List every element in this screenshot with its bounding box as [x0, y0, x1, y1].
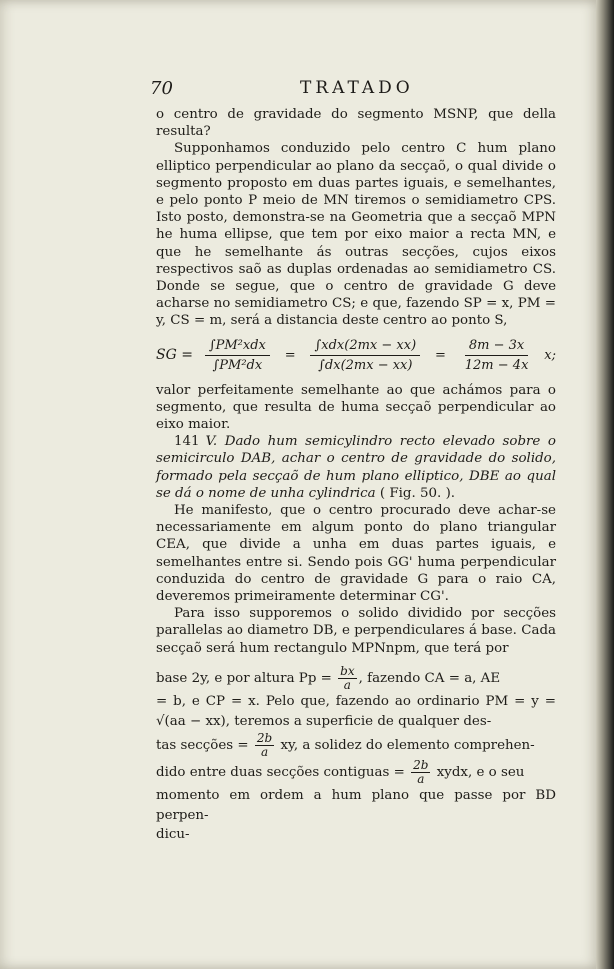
- inline-fraction-1-numerator: bx: [340, 663, 355, 678]
- formula-equals-2: =: [435, 348, 446, 364]
- math-line-5: momento em ordem a hum plano que passe por BD perpen-: [156, 787, 556, 823]
- paragraph-2: Supponhamos conduzido pelo centro C hum plano elliptico perpendicular ao plano da secçaõ, o qual divide o segmento proposto em duas partes iguais, e semelhantes, e pelo ponto P meio de MN tiremos o semidiametro CPS. Isto posto, demonstra-se na Geometria que a secçaõ MPN he huma ellipse, que tem por eixo maior a recta MN, e que he semelhante ás outras secções, cujos eixos respectivos saõ as duplas ordenadas ao semidiametro CS. Donde se segue, que o centro de gravidade G deve acharse no semidiametro CS; e que, fazendo SP = x, PM = y, CS = m, será a distancia deste centro ao ponto S,: [156, 141, 556, 329]
- inline-fraction-2b-a: [255, 732, 274, 759]
- math-passage: [156, 665, 556, 826]
- page-edge: [596, 0, 614, 969]
- math-line-1-end: , fazendo CA = a, AE: [358, 670, 501, 686]
- fraction-2-numerator: ∫xdx(2mx − xx): [310, 337, 420, 356]
- paragraph-3: valor perfeitamente semelhante ao que achámos para o segmento, que resulta de huma secçaõ perpendicular ao eixo maior.: [156, 382, 556, 433]
- inline-fraction-bx-a: [338, 665, 356, 692]
- inline-fraction-2b-a-second: [411, 759, 430, 786]
- inline-fraction-3-denominator: a: [417, 771, 425, 786]
- catchword: dicu-: [156, 826, 190, 842]
- formula-fraction-3: [461, 337, 533, 374]
- math-line-3: [156, 732, 556, 759]
- page-body: [156, 106, 556, 843]
- formula-tail: x;: [544, 348, 556, 364]
- fraction-3-denominator: 12m − 4x: [464, 358, 529, 374]
- formula-fraction-1: [205, 337, 270, 374]
- running-title: TRATADO: [300, 78, 414, 98]
- fraction-1-numerator: ∫PM²xdx: [205, 337, 270, 356]
- page-number: 70: [150, 78, 173, 99]
- figure-reference: ( Fig. 50. ).: [379, 485, 456, 501]
- fraction-1-denominator: ∫PM²dx: [212, 358, 263, 374]
- centroid-formula: [156, 336, 556, 376]
- inline-fraction-2-numerator: 2b: [256, 730, 273, 745]
- paragraph-6: Para isso supporemos o solido dividido por secções parallelas ao diametro DB, e perpendiculares á base. Cada secçaõ será hum rectangulo MPNnpm, que terá por: [156, 606, 556, 656]
- proposition-141: [156, 433, 556, 502]
- fraction-2-denominator: ∫dx(2mx − xx): [318, 358, 413, 374]
- math-line-3-start: tas secções =: [156, 737, 249, 753]
- math-line-4-start: dido entre duas secções contiguas =: [156, 764, 405, 780]
- math-line-4: [156, 759, 556, 786]
- math-line-4-end: xydx, e o seu: [436, 764, 525, 780]
- proposition-number: 141: [174, 434, 200, 450]
- inline-fraction-3-numerator: 2b: [413, 757, 429, 772]
- formula-fraction-2: [310, 337, 420, 374]
- fraction-3-numerator: 8m − 3x: [465, 337, 528, 356]
- paragraph-5: He manifesto, que o centro procurado deve achar-se necessariamente em algum ponto do plano triangular CEA, que divide a unha em duas partes iguais, e semelhantes entre si. Sendo pois GG' huma perpendicular conduzida do centro de gravidade G para o raio CA, deveremos primeiramente determinar CG'.: [156, 503, 556, 605]
- inline-fraction-2-denominator: a: [260, 744, 269, 759]
- formula-equals-1: =: [284, 348, 296, 364]
- math-line-1-start: base 2y, e por altura Pp =: [156, 670, 332, 686]
- math-line-3-end: xy, a solidez do elemento comprehen-: [280, 737, 535, 753]
- paragraph-1: o centro de gravidade do segmento MSNP, que della resulta?: [156, 107, 556, 140]
- math-line-2: = b, e CP = x. Pelo que, fazendo ao ordinario PM = y = √(aa − xx), teremos a superficie de qualquer des-: [156, 693, 556, 729]
- inline-fraction-1-denominator: a: [343, 677, 351, 692]
- formula-lhs: SG =: [156, 347, 193, 364]
- math-line-1: [156, 665, 556, 692]
- page-header: [150, 78, 570, 100]
- proposition-statement: V. Dado hum semicylindro recto elevado sobre o semicirculo DAB, achar o centro de gravidade do solido, formado pela secçaõ de hum plano elliptico, DBE ao qual se dá o nome de unha cylindrica: [156, 434, 556, 501]
